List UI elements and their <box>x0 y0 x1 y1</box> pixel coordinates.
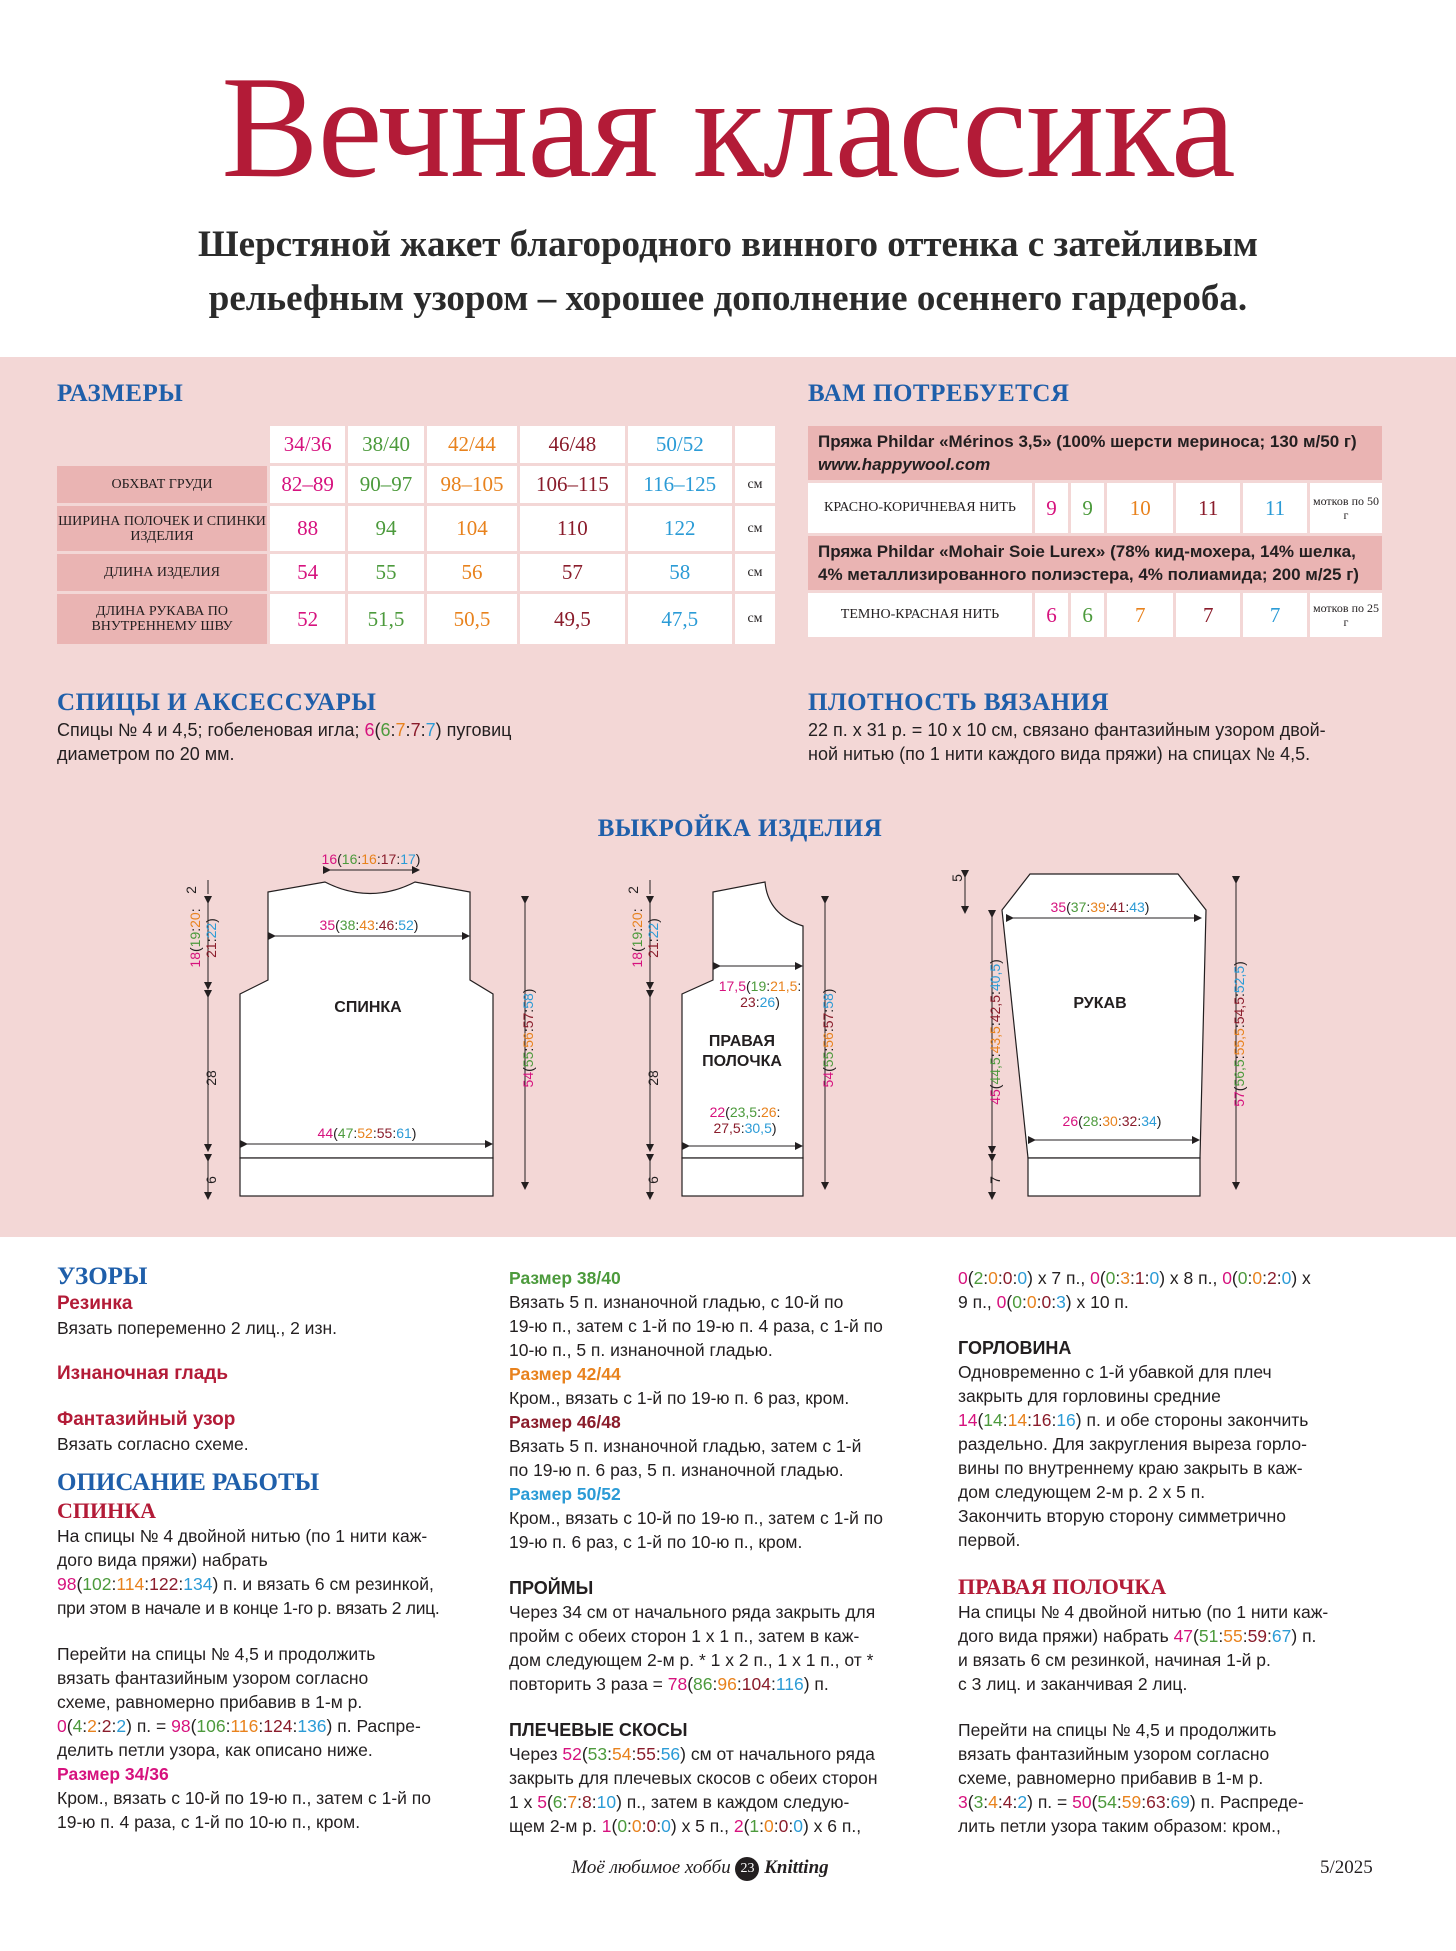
subheading: Размер 50/52 <box>509 1484 621 1504</box>
num: 0 <box>646 1816 657 1836</box>
text-line: схеме, равномерно прибавив в 1-м р. <box>958 1768 1264 1788</box>
text-line: вязать фантазийным узором согласно <box>958 1744 1270 1764</box>
num: 2 <box>733 1816 744 1836</box>
yarn1-header <box>808 426 1382 480</box>
text-line: раздельно. Для закругления выреза горло- <box>958 1434 1307 1454</box>
row-label: ДЛИНА РУКАВА ПО ВНУТРЕННЕМУ ШВУ <box>57 594 267 644</box>
table-cell: 90–97 <box>348 466 423 503</box>
text-line: Кром., вязать с 10-й по 19-ю п., затем с 1-й по <box>57 1788 432 1808</box>
num: 106 <box>196 1716 226 1736</box>
dim-front-bottom: 22(23,5:26: <box>709 1104 781 1120</box>
num: 14 <box>958 1410 978 1430</box>
text-line: первой. <box>958 1530 1021 1550</box>
pattern-heading: ВЫКРОЙКА ИЗДЕЛИЯ <box>597 815 883 842</box>
num: 4 <box>72 1716 83 1736</box>
sleeve-label: РУКАВ <box>1073 995 1127 1012</box>
text: дого вида пряжи) набрать <box>958 1626 1174 1646</box>
unit-cell: см <box>735 466 775 503</box>
page-footer <box>0 1853 1456 1883</box>
table-cell: 10 <box>1107 483 1173 533</box>
num: 2 <box>1017 1792 1028 1812</box>
num: 54 <box>1097 1792 1117 1812</box>
num: 59 <box>1121 1792 1142 1812</box>
num: 0 <box>1002 1268 1013 1288</box>
num: 55 <box>1223 1626 1243 1646</box>
dim-front-armhole: 18(19:20: <box>629 908 645 968</box>
text-line: дого вида пряжи) набрать <box>57 1550 268 1570</box>
size-col-header: 34/36 <box>270 426 345 463</box>
text: п. <box>1297 1626 1317 1646</box>
num: 54 <box>612 1744 632 1764</box>
needles-text-b: пуговиц <box>441 720 512 740</box>
num: 0 <box>778 1816 789 1836</box>
text-line: при этом в начале и в конце 1-го р. вязать 2 лиц. <box>57 1598 440 1618</box>
num: 69 <box>1170 1792 1190 1812</box>
text: п., затем в каждом следую- <box>621 1792 850 1812</box>
text-line: Перейти на спицы № 4,5 и продолжить <box>958 1720 1277 1740</box>
text-line: по 19-ю п. 6 раз, 5 п. изнаночной гладью. <box>509 1460 844 1480</box>
num: 56 <box>660 1744 681 1764</box>
num: 2 <box>973 1268 984 1288</box>
issue-number: 5/2025 <box>1320 1857 1373 1878</box>
text-line: дого вида пряжи) набрать 47(51:55:59:67) п. <box>958 1626 1317 1646</box>
text-line: 19-ю п. 6 раз, с 1-й по 10-ю п., кром. <box>509 1532 803 1552</box>
dim-front-body: 28 <box>645 1070 661 1086</box>
num: 59 <box>1247 1626 1268 1646</box>
needles-heading: СПИЦЫ И АКСЕССУАРЫ <box>57 689 377 716</box>
num: 7 <box>410 720 421 740</box>
num: 134 <box>183 1574 213 1594</box>
table-row <box>57 506 775 551</box>
yarn1-name: Пряжа Phildar «Mérinos 3,5» (100% шерсти мериноса; 130 м/50 г) <box>818 432 1357 451</box>
num: 2 <box>87 1716 97 1736</box>
text: Через <box>509 1744 563 1764</box>
num: 116 <box>775 1674 804 1694</box>
text-line: 0(2:0:0:0) х 7 п., 0(0:3:1:0) х 8 п., 0(0:0:2:0) х <box>958 1268 1311 1288</box>
subtitle-line: рельефным узором – хорошее дополнение осеннего гардероба. <box>208 278 1248 319</box>
num: 0 <box>1041 1292 1052 1312</box>
text: п. = <box>131 1716 172 1736</box>
num: 10 <box>596 1792 617 1812</box>
gauge-heading: ПЛОТНОСТЬ ВЯЗАНИЯ <box>808 689 1110 716</box>
text: х 8 п., <box>1165 1268 1223 1288</box>
table-cell: 88 <box>270 506 345 551</box>
text-line: Кром., вязать с 10-й по 19-ю п., затем с 1-й по <box>509 1508 884 1528</box>
yarn-table <box>805 423 1385 640</box>
subheading: ПЛЕЧЕВЫЕ СКОСЫ <box>509 1720 688 1740</box>
num: 52 <box>562 1744 582 1764</box>
num: 0 <box>617 1816 628 1836</box>
num: 63 <box>1146 1792 1166 1812</box>
table-cell: 6 <box>1035 593 1068 637</box>
dim-back-rib: 6 <box>203 1176 219 1184</box>
num: 3 <box>973 1792 984 1812</box>
subheading: Размер 42/44 <box>509 1364 621 1384</box>
text-line: и вязать 6 см резинкой, начиная 1-й р. <box>958 1650 1271 1670</box>
yarn2-name: Пряжа Phildar «Mohair Soie Lurex» (78% кид-мохера, 14% шелка, 4% металлизированного полиэстера, 4% полиамида; 200 м/25 г) <box>808 536 1382 590</box>
num: 0 <box>1149 1268 1160 1288</box>
dim-back-bottom: 44(47:52:55:61) <box>317 1125 417 1141</box>
text-line: Перейти на спицы № 4,5 и продолжить <box>57 1644 376 1664</box>
row-label: КРАСНО-КОРИЧНЕВАЯ НИТЬ <box>808 483 1032 533</box>
yarn1-url: www.happywool.com <box>818 455 991 474</box>
size-col-header: 42/44 <box>427 426 517 463</box>
text: п. и обе стороны закончить <box>1081 1410 1309 1430</box>
num: 3 <box>1056 1292 1066 1312</box>
dim-back-body: 28 <box>203 1070 219 1086</box>
num: 3 <box>1120 1268 1130 1288</box>
table-row <box>57 554 775 591</box>
num: 6 <box>380 720 391 740</box>
text-line: пройм с обеих сторон 1 х 1 п., затем в каж- <box>509 1626 860 1646</box>
front-rib <box>682 1158 803 1196</box>
text-line: Через 34 см от начального ряда закрыть для <box>509 1602 876 1622</box>
row-label: ТЕМНО-КРАСНАЯ НИТЬ <box>808 593 1032 637</box>
table-cell: 7 <box>1176 593 1240 637</box>
table-cell: 82–89 <box>270 466 345 503</box>
gauge-line: ной нитью (по 1 нити каждого вида пряжи) на спицах № 4,5. <box>808 744 1311 764</box>
subheading: Размер 46/48 <box>509 1412 621 1432</box>
unit-cell: см <box>735 554 775 591</box>
num: 0 <box>1026 1292 1037 1312</box>
num: 0 <box>661 1816 671 1836</box>
num: 16 <box>1031 1410 1052 1430</box>
num: 14 <box>1007 1410 1028 1430</box>
text: щем 2-м р. <box>509 1816 602 1836</box>
text-line: дом следующем 2-м р. 2 х 5 п. <box>958 1482 1206 1502</box>
size-col-header: 46/48 <box>520 426 624 463</box>
num: 51 <box>1198 1626 1219 1646</box>
num: 0 <box>1222 1268 1232 1288</box>
table-cell: 49,5 <box>520 594 624 644</box>
unit-cell: см <box>735 506 775 551</box>
subheading: Резинка <box>57 1293 133 1314</box>
num: 0 <box>1252 1268 1263 1288</box>
size-col-header: 38/40 <box>348 426 423 463</box>
num: 136 <box>297 1716 327 1736</box>
dim-back-armhole: 18(19:20: <box>187 908 203 968</box>
paragraph: Вязать попеременно 2 лиц., 2 изн. <box>57 1318 337 1338</box>
num: 7 <box>395 720 406 740</box>
needles-text-c: диаметром по 20 мм. <box>57 744 235 764</box>
text: п. и вязать 6 см резинкой, <box>218 1574 434 1594</box>
gauge-line: 22 п. х 31 р. = 10 х 10 см, связано фантазийным узором двой- <box>808 720 1326 740</box>
num: 114 <box>116 1574 145 1594</box>
text: п. = <box>1032 1792 1073 1812</box>
num: 7 <box>567 1792 578 1812</box>
row-label: ШИРИНА ПОЛОЧЕК И СПИНКИ ИЗДЕЛИЯ <box>57 506 267 551</box>
text: х 10 п. <box>1071 1292 1129 1312</box>
text-line: дом следующем 2-м р. * 1 х 2 п., 1 х 1 п., от * <box>509 1650 874 1670</box>
num: 4 <box>1002 1792 1013 1812</box>
num: 5 <box>537 1792 547 1812</box>
subheading: ГОРЛОВИНА <box>958 1338 1072 1358</box>
text: см от начального ряда <box>686 1744 875 1764</box>
num: 4 <box>988 1792 998 1812</box>
text-line: 9 п., 0(0:0:0:3) х 10 п. <box>958 1292 1129 1312</box>
dim-back-shoulder: 35(38:43:46:52) <box>319 917 419 933</box>
num: 2 <box>1266 1268 1277 1288</box>
column-2 <box>509 1266 949 1838</box>
num: 47 <box>1173 1626 1194 1646</box>
page-number: 23 <box>735 1857 759 1881</box>
num: 0 <box>1105 1268 1116 1288</box>
table-cell: 6 <box>1071 593 1104 637</box>
num: 86 <box>693 1674 713 1694</box>
num: 0 <box>996 1292 1007 1312</box>
subheading: ПРОЙМЫ <box>509 1578 594 1598</box>
num: 0 <box>631 1816 642 1836</box>
num: 7 <box>425 720 436 740</box>
num: 16 <box>1056 1410 1076 1430</box>
section-name: Knitting <box>764 1857 829 1878</box>
table-cell: 57 <box>520 554 624 591</box>
dim-back-length: 54(55:56:57:58) <box>520 988 536 1088</box>
num: 1 <box>601 1816 612 1836</box>
table-row <box>808 593 1382 637</box>
table-cell: 9 <box>1035 483 1068 533</box>
num: 6 <box>364 720 375 740</box>
sleeve-rib <box>1028 1158 1200 1196</box>
dim-sleeve-total: 57(56,5:55,5:54,5:52,5) <box>1231 961 1247 1107</box>
text: х 5 п., <box>676 1816 734 1836</box>
table-cell: 11 <box>1243 483 1307 533</box>
table-cell: 47,5 <box>628 594 732 644</box>
table-row <box>808 483 1382 533</box>
subtitle <box>60 218 1396 326</box>
table-row <box>57 594 775 644</box>
unit-cell: мотков по 50 г <box>1310 483 1382 533</box>
dim-back-neck: 16(16:16:17:17) <box>321 851 421 867</box>
front-label: ПРАВАЯ <box>708 1033 776 1050</box>
text: 9 п., <box>958 1292 997 1312</box>
size-col-header: 50/52 <box>628 426 732 463</box>
num: 55 <box>636 1744 656 1764</box>
table-cell: 106–115 <box>520 466 624 503</box>
num: 98 <box>171 1716 191 1736</box>
num: 2 <box>116 1716 127 1736</box>
pattern-schematic <box>0 840 1456 1240</box>
text: повторить 3 раза = <box>509 1674 668 1694</box>
table-cell: 104 <box>427 506 517 551</box>
table-cell: 52 <box>270 594 345 644</box>
table-cell: 7 <box>1107 593 1173 637</box>
row-label: ОБХВАТ ГРУДИ <box>57 466 267 503</box>
table-cell: 110 <box>520 506 624 551</box>
num: 53 <box>587 1744 608 1764</box>
text: х 7 п., <box>1032 1268 1091 1288</box>
dim-front-shoulder-drop: 2 <box>625 886 641 894</box>
text-line: вины по внутреннему краю закрыть в каж- <box>958 1458 1303 1478</box>
dim-sleeve-top: 35(37:39:41:43) <box>1050 899 1150 915</box>
text-line: Закончить вторую сторону симметрично <box>958 1506 1286 1526</box>
text-line: Через 52(53:54:55:56) см от начального ряда <box>509 1744 875 1764</box>
num: 67 <box>1271 1626 1292 1646</box>
text-line: Вязать 5 п. изнаночной гладью, затем с 1-й <box>509 1436 862 1456</box>
table-cell: 54 <box>270 554 345 591</box>
dim-front-shoulder: 17,5(19:21,5: <box>718 978 802 994</box>
text-line: На спицы № 4 двойной нитью (по 1 нити каж- <box>958 1602 1329 1622</box>
back-label: СПИНКА <box>334 999 402 1016</box>
num: 50 <box>1072 1792 1092 1812</box>
text-line: 14(14:14:16:16) п. и обе стороны закончить <box>958 1410 1309 1430</box>
num: 1 <box>749 1816 760 1836</box>
magazine-name: Моё любимое хобби <box>571 1857 731 1878</box>
num: 2 <box>101 1716 112 1736</box>
text-line: 0(4:2:2:2) п. = 98(106:116:124:136) п. Распре- <box>57 1716 421 1736</box>
table-cell: 7 <box>1243 593 1307 637</box>
num: 0 <box>988 1268 998 1288</box>
text-line: Вязать 5 п. изнаночной гладью, с 10-й по <box>509 1292 844 1312</box>
text-line: Одновременно с 1-й убавкой для плеч <box>958 1362 1272 1382</box>
paragraph: Вязать согласно схеме. <box>57 1434 249 1454</box>
text-line: 19-ю п., затем с 1-й по 19-ю п. 4 раза, с 1-й по <box>509 1316 883 1336</box>
table-cell: 9 <box>1071 483 1104 533</box>
dim-front-rib: 6 <box>645 1176 661 1184</box>
table-cell: 58 <box>628 554 732 591</box>
text-line: 98(102:114:122:134) п. и вязать 6 см резинкой, <box>57 1574 434 1594</box>
dim-sleeve-bottom: 26(28:30:32:34) <box>1062 1113 1162 1129</box>
back-rib <box>240 1158 493 1196</box>
gauge-text <box>808 718 1408 766</box>
page-title: Вечная классика <box>221 46 1235 208</box>
needs-heading: ВАМ ПОТРЕБУЕТСЯ <box>808 380 1070 407</box>
section-heading: ОПИСАНИЕ РАБОТЫ <box>57 1469 320 1496</box>
dim-sleeve-cap: 5 <box>949 874 965 882</box>
section-heading: УЗОРЫ <box>57 1263 148 1290</box>
text-line: 3(3:4:4:2) п. = 50(54:59:63:69) п. Распреде- <box>958 1792 1304 1812</box>
text-line: вязать фантазийным узором согласно <box>57 1668 369 1688</box>
table-cell: 50,5 <box>427 594 517 644</box>
row-label: ДЛИНА ИЗДЕЛИЯ <box>57 554 267 591</box>
dim-sleeve-inner: 45(44,5:43,5:42,5:40,5) <box>987 959 1003 1105</box>
text: п. Распреде- <box>1195 1792 1304 1812</box>
num: 0 <box>1017 1268 1028 1288</box>
num: 1 <box>1134 1268 1145 1288</box>
unit-cell: см <box>735 594 775 644</box>
num: 98 <box>57 1574 77 1594</box>
dim-front-shoulder-2: 23:26) <box>740 994 780 1010</box>
subheading: СПИНКА <box>57 1498 157 1523</box>
num: 0 <box>764 1816 774 1836</box>
table-cell: 55 <box>348 554 423 591</box>
table-cell: 94 <box>348 506 423 551</box>
dim-front-length: 54(55:56:57:58) <box>820 988 836 1088</box>
text-line: 1 х 5(6:7:8:10) п., затем в каждом следую- <box>509 1792 850 1812</box>
needles-text-a: Спицы № 4 и 4,5; гобеленовая игла; <box>57 720 365 740</box>
num: 0 <box>1090 1268 1100 1288</box>
column-1 <box>57 1262 497 1834</box>
table-cell: 116–125 <box>628 466 732 503</box>
num: 116 <box>230 1716 259 1736</box>
table-row <box>57 466 775 503</box>
num: 14 <box>983 1410 1003 1430</box>
text-line: закрыть для горловины средние <box>958 1386 1221 1406</box>
num: 78 <box>667 1674 688 1694</box>
subtitle-line: Шерстяной жакет благородного винного оттенка с затейливым <box>198 224 1258 265</box>
text: х <box>1297 1268 1311 1288</box>
text-line: с 3 лиц. и заканчивая 2 лиц. <box>958 1674 1188 1694</box>
text-line: повторить 3 раза = 78(86:96:104:116) п. <box>509 1674 829 1694</box>
subheading: ПРАВАЯ ПОЛОЧКА <box>958 1574 1167 1599</box>
subheading: Размер 38/40 <box>509 1268 621 1288</box>
table-cell: 56 <box>427 554 517 591</box>
dim-front-armhole-2: 21:22) <box>645 918 661 958</box>
num: 102 <box>82 1574 112 1594</box>
text-line: лить петли узора таким образом: кром., <box>958 1816 1281 1836</box>
text-line: Кром., вязать с 1-й по 19-ю п. 6 раз, кром. <box>509 1388 850 1408</box>
subheading: Размер 34/36 <box>57 1764 169 1784</box>
num: 3 <box>958 1792 968 1812</box>
num: 0 <box>57 1716 67 1736</box>
dim-front-bottom-2: 27,5:30,5) <box>713 1120 777 1136</box>
column-3 <box>958 1266 1398 1838</box>
num: 8 <box>582 1792 592 1812</box>
text: х 6 п., <box>808 1816 862 1836</box>
text-line: закрыть для плечевых скосов с обеих сторон <box>509 1768 878 1788</box>
text-line: схеме, равномерно прибавив в 1-м р. <box>57 1692 363 1712</box>
dim-back-armhole-2: 21:22) <box>203 918 219 958</box>
subheading: Изнаночная гладь <box>57 1363 229 1384</box>
table-cell: 11 <box>1176 483 1240 533</box>
text: 1 х <box>509 1792 538 1812</box>
text-line: делить петли узора, как описано ниже. <box>57 1740 373 1760</box>
num: 122 <box>149 1574 179 1594</box>
text-line: 10-ю п., 5 п. изнаночной гладью. <box>509 1340 773 1360</box>
dim-sleeve-rib: 7 <box>987 1176 1003 1184</box>
unit-cell: мотков по 25 г <box>1310 593 1382 637</box>
text-line: 19-ю п. 4 раза, с 1-й по 10-ю п., кром. <box>57 1812 361 1832</box>
num: 0 <box>1012 1292 1022 1312</box>
subheading: Фантазийный узор <box>57 1409 236 1430</box>
dim-back-shoulder-drop: 2 <box>183 886 199 894</box>
num: 0 <box>1237 1268 1248 1288</box>
table-cell: 98–105 <box>427 466 517 503</box>
table-cell: 51,5 <box>348 594 423 644</box>
num: 104 <box>741 1674 771 1694</box>
table-cell: 122 <box>628 506 732 551</box>
text-line: щем 2-м р. 1(0:0:0:0) х 5 п., 2(1:0:0:0) х 6 п., <box>509 1816 862 1836</box>
num: 0 <box>958 1268 968 1288</box>
num: 96 <box>717 1674 737 1694</box>
sizes-heading: РАЗМЕРЫ <box>57 380 184 407</box>
text: п. <box>809 1674 829 1694</box>
front-label: ПОЛОЧКА <box>702 1053 782 1070</box>
num: 0 <box>793 1816 803 1836</box>
num: 0 <box>1281 1268 1292 1288</box>
text: п. Распре- <box>332 1716 421 1736</box>
text-line: На спицы № 4 двойной нитью (по 1 нити каж- <box>57 1526 428 1546</box>
sizes-table <box>54 423 778 647</box>
needles-text: Спицы № 4 и 4,5; гобеленовая игла; 6(6:7:7:7) пуговиц диаметром по 20 мм. <box>57 718 617 766</box>
num: 6 <box>552 1792 563 1812</box>
num: 124 <box>263 1716 293 1736</box>
